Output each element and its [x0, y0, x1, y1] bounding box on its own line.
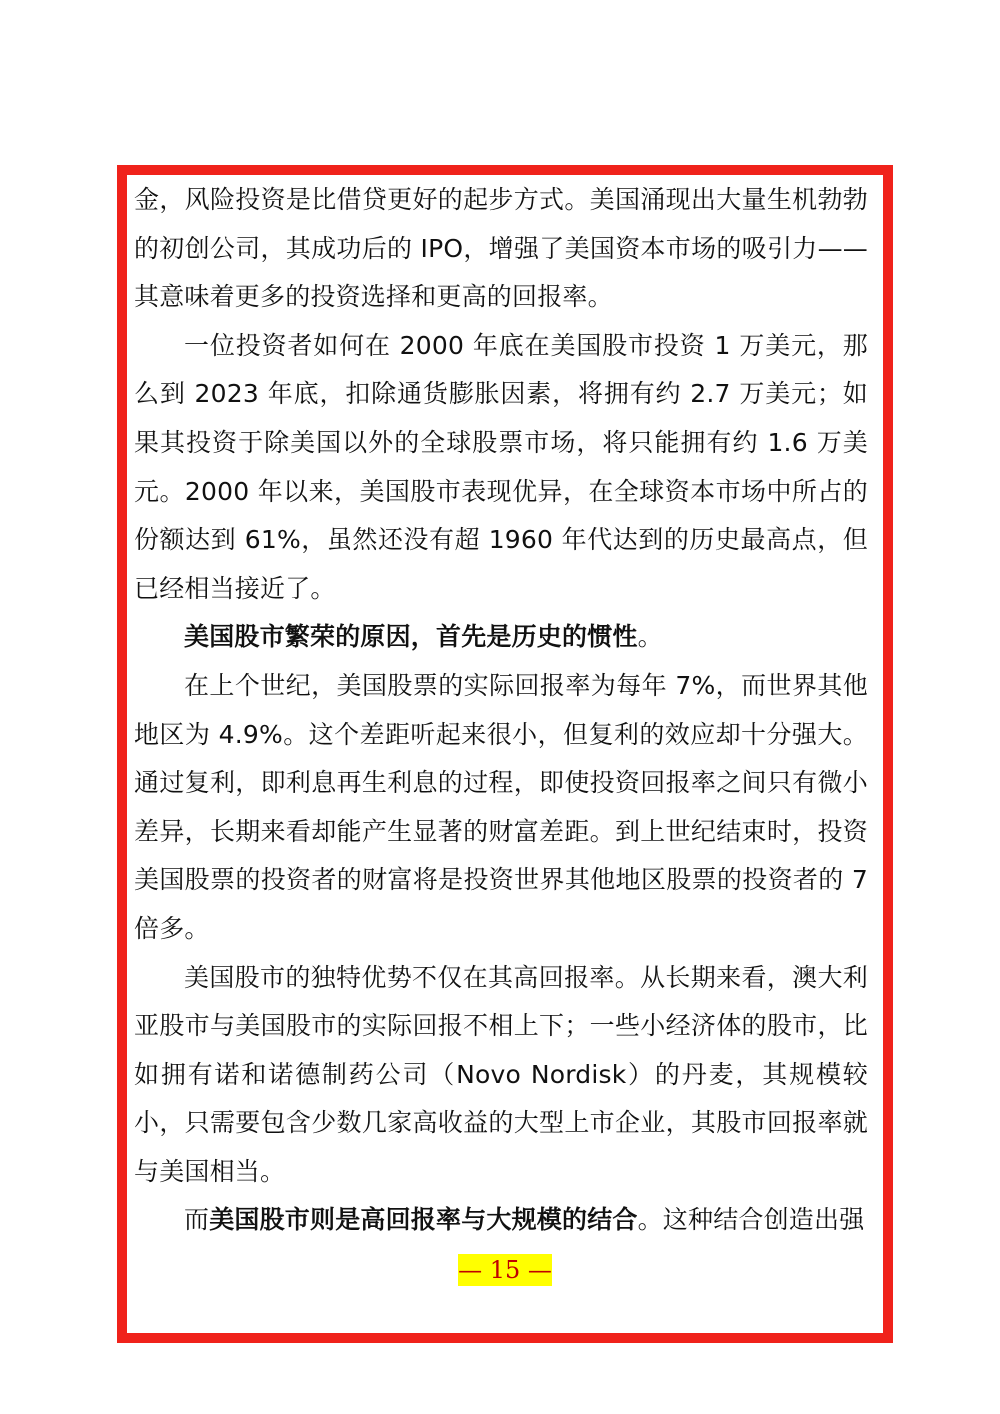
text-segment: 一位投资者如何在 2000 年底在美国股市投资 1 万美元，那么到 2023 年底，扣除通货膨胀因素，将拥有约 2.7 万美元；如果其投资于除美国以外的全球股票市场，将只能拥有约 1.6 万美元。2000 年以来，美国股市表现优异，在全球资本市场中所占的份额达到 61%，虽然还没有超 1960 年代达到的历史最高点，但已经相当接近了。 — [134, 330, 868, 603]
text-segment: 美国股市的独特优势不仅在其高回报率。从长期来看，澳大利亚股市与美国股市的实际回报不相上下；一些小经济体的股市，比如拥有诺和诺德制药公司（Novo Nordisk）的丹麦，其规模较小，只需要包含少数几家高收益的大型上市企业，其股市回报率就与美国相当。 — [134, 962, 868, 1186]
bold-text-segment: 美国股市繁荣的原因，首先是历史的惯性 — [184, 622, 638, 652]
body-text — [134, 176, 868, 1245]
text-segment: 在上个世纪，美国股票的实际回报率为每年 7%，而世界其他地区为 4.9%。这个差距听起来很小，但复利的效应却十分强大。通过复利，即利息再生利息的过程，即使投资回报率之间只有微小差异，长期来看却能产生显著的财富差距。到上世纪结束时，投资美国股票的投资者的财富将是投资世界其他地区股票的投资者的 7 倍多。 — [134, 670, 868, 943]
paragraph — [134, 954, 868, 1197]
paragraph — [134, 322, 868, 614]
text-segment: 。 — [637, 622, 663, 652]
paragraph — [134, 176, 868, 322]
paragraph — [134, 662, 868, 954]
bold-text-segment: 美国股市则是高回报率与大规模的结合 — [209, 1205, 638, 1235]
text-segment: 而 — [184, 1205, 210, 1235]
text-segment: 。这种结合创造出强 — [637, 1205, 865, 1235]
page-number: — 15 — — [458, 1256, 552, 1284]
text-segment: 金，风险投资是比借贷更好的起步方式。美国涌现出大量生机勃勃的初创公司，其成功后的 IPO，增强了美国资本市场的吸引力——其意味着更多的投资选择和更高的回报率。 — [134, 185, 868, 312]
paragraph — [134, 1196, 868, 1245]
paragraph-heading — [134, 613, 868, 662]
